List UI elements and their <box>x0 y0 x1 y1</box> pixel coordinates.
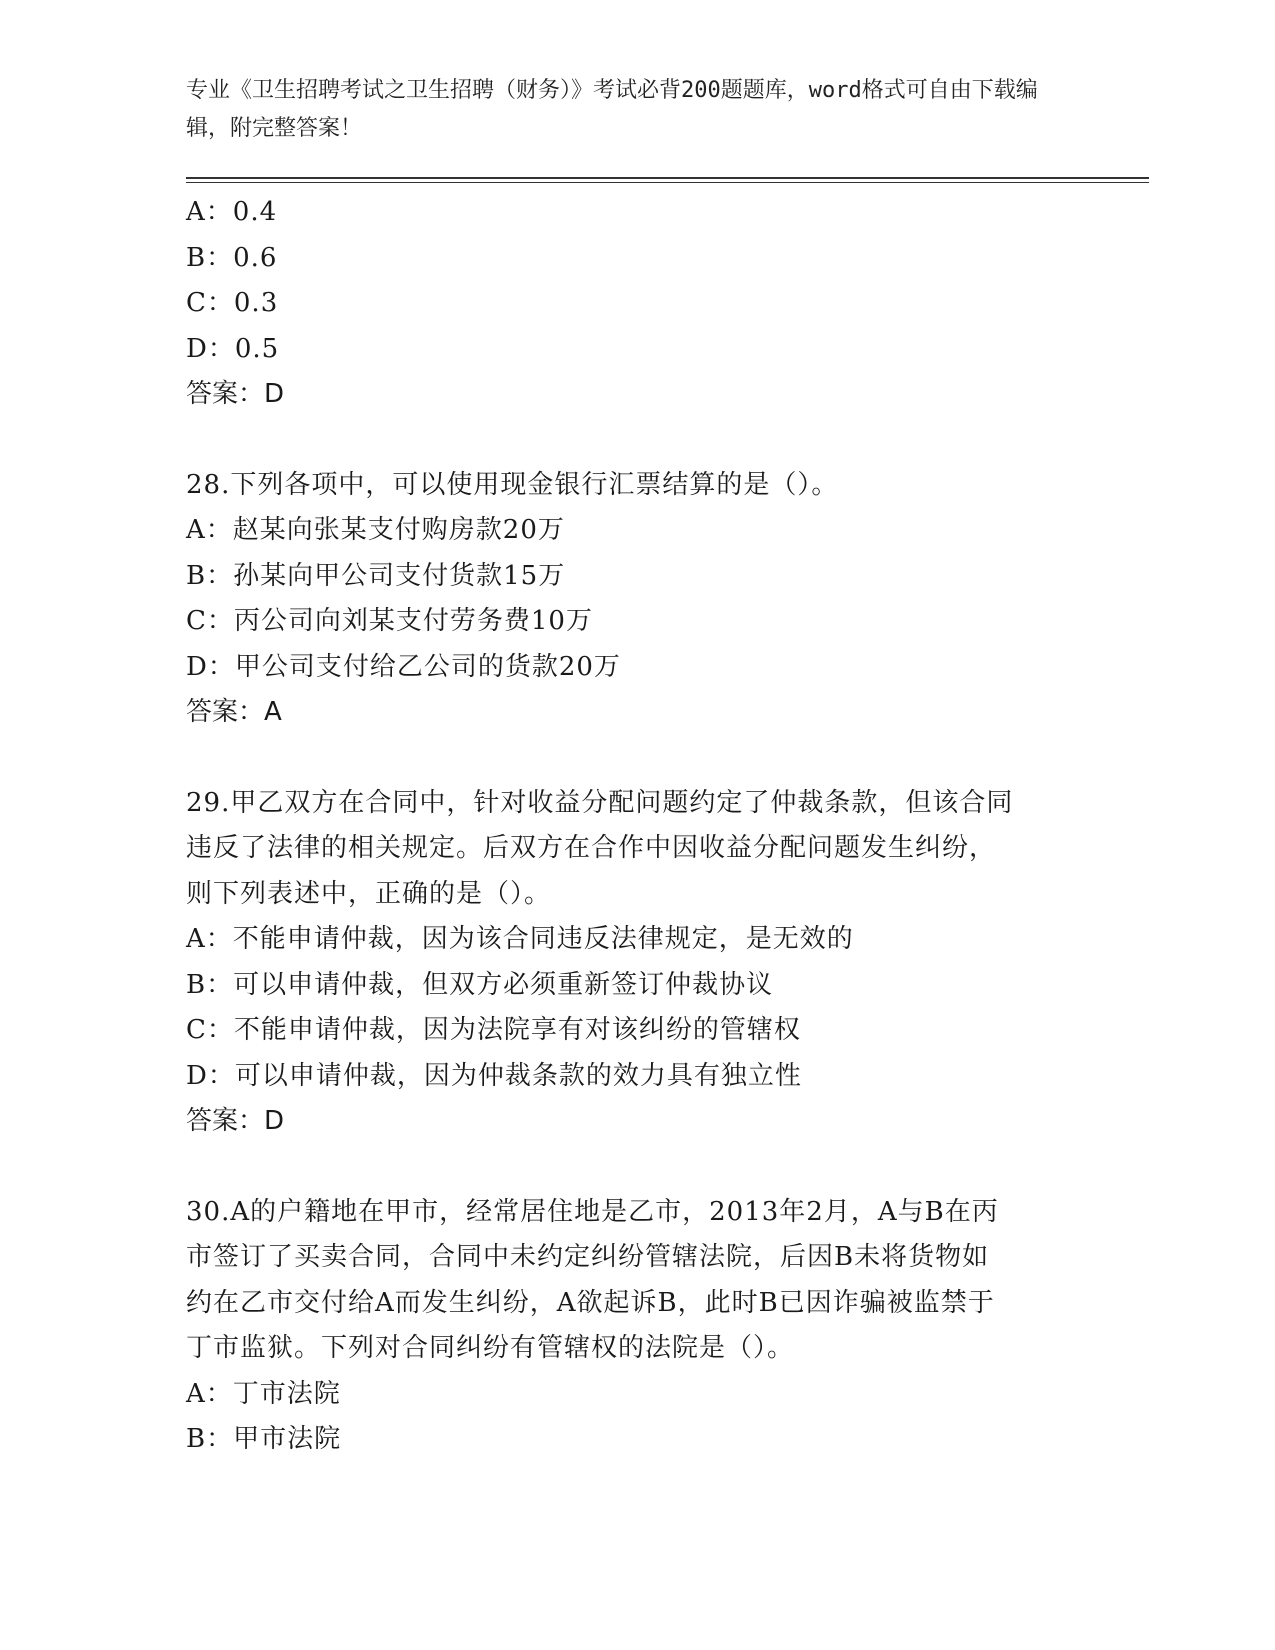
option-b: B：甲市法院 <box>186 1424 342 1454</box>
question-27-tail <box>186 190 1086 418</box>
option-d: D：0.5 <box>186 333 280 364</box>
question-text-line: 丁市监狱。下列对合同纠纷有管辖权的法院是（）。 <box>186 1333 795 1363</box>
option-c: C：不能申请仲裁，因为法院享有对该纠纷的管辖权 <box>186 1015 801 1045</box>
option-b: B：0.6 <box>186 242 278 273</box>
answer: 答案：A <box>186 697 282 727</box>
question-text-line: 违反了法律的相关规定。后双方在合作中因收益分配问题发生纠纷， <box>186 833 997 863</box>
answer: 答案：D <box>186 379 285 409</box>
option-a: A：丁市法院 <box>186 1378 341 1409</box>
question-text-line: 30.A的户籍地在甲市，经常居住地是乙市，2013年2月，A与B在丙 <box>186 1196 999 1227</box>
question-29 <box>186 781 1086 1145</box>
option-d: D：可以申请仲裁，因为仲裁条款的效力具有独立性 <box>186 1060 802 1091</box>
question-30 <box>186 1190 1086 1463</box>
option-a: A：赵某向张某支付购房款20万 <box>186 515 565 545</box>
option-d: D：甲公司支付给乙公司的货款20万 <box>186 651 621 682</box>
question-text: 28.下列各项中，可以使用现金银行汇票结算的是（）。 <box>186 469 839 500</box>
question-text-line: 市签订了买卖合同，合同中未约定纠纷管辖法院，后因B未将货物如 <box>186 1242 990 1272</box>
option-a: A：不能申请仲裁，因为该合同违反法律规定，是无效的 <box>186 924 854 954</box>
document-header: 专业《卫生招聘考试之卫生招聘（财务）》考试必背200题题库，word格式可自由下载编辑，附完整答案！ <box>186 78 1038 141</box>
answer: 答案：D <box>186 1106 285 1136</box>
option-c: C：0.3 <box>186 288 279 318</box>
option-b: B：可以申请仲裁，但双方必须重新签订仲裁协议 <box>186 969 774 1000</box>
question-28 <box>186 463 1086 736</box>
question-text-line: 约在乙市交付给A而发生纠纷，A欲起诉B，此时B已因诈骗被监禁于 <box>186 1287 995 1318</box>
question-text-line: 则下列表述中，正确的是（）。 <box>186 878 552 909</box>
option-b: B：孙某向甲公司支付货款15万 <box>186 560 566 591</box>
option-c: C：丙公司向刘某支付劳务费10万 <box>186 606 593 636</box>
header-rule-thin <box>186 182 1149 183</box>
header-rule-thick <box>186 177 1149 179</box>
question-text-line: 29.甲乙双方在合同中，针对收益分配问题约定了仲裁条款，但该合同 <box>186 787 1014 818</box>
question-content <box>186 190 1086 1463</box>
option-a: A：0.4 <box>186 197 278 227</box>
